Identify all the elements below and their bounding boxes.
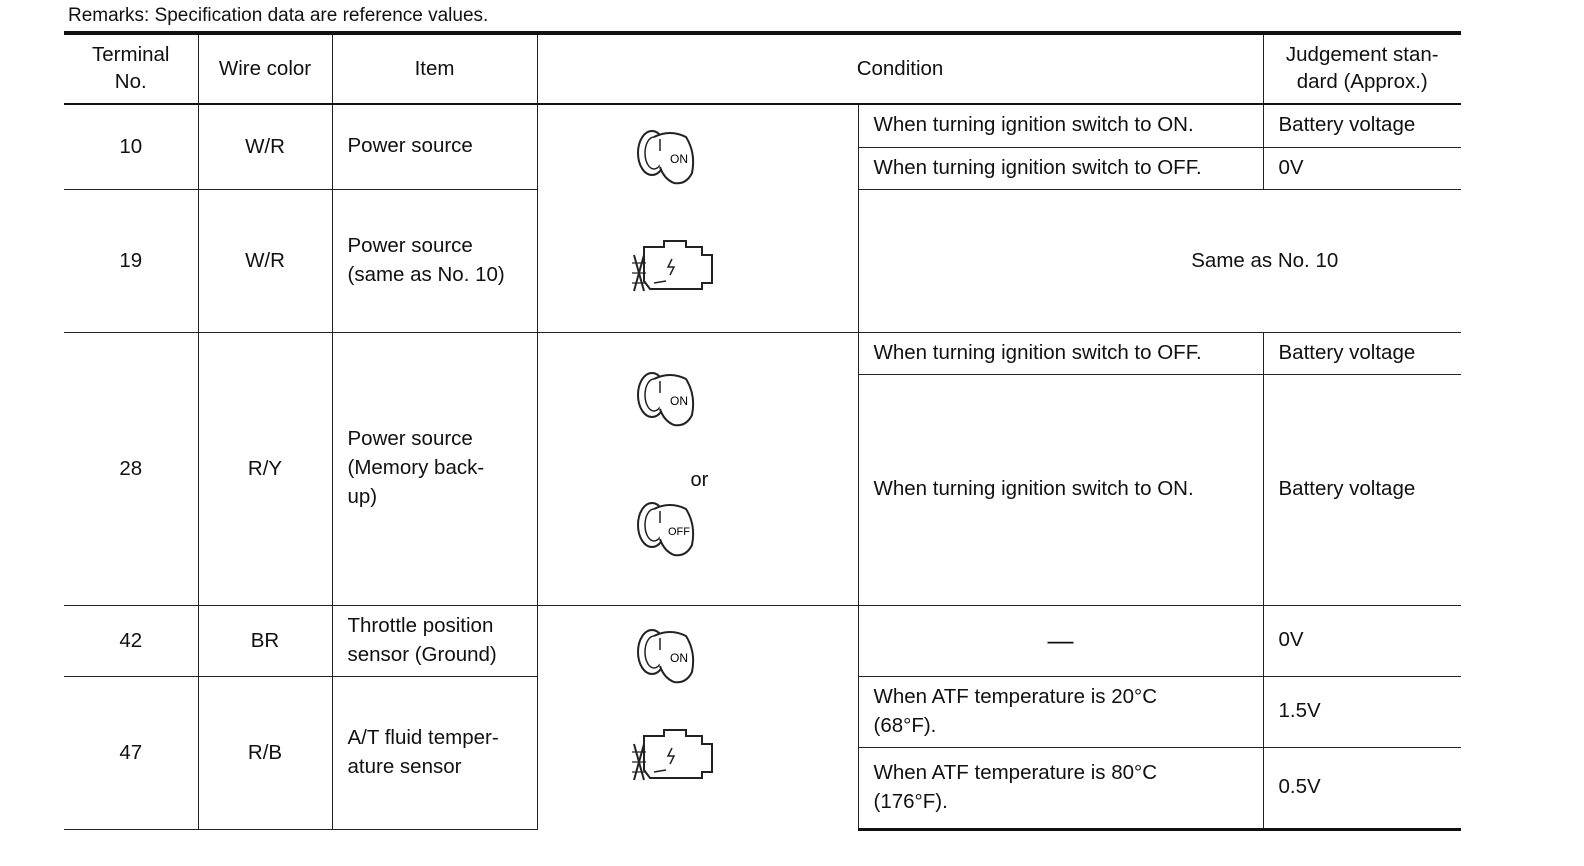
table-row <box>64 104 1461 147</box>
wire-color: W/R <box>198 189 332 332</box>
header-wire-color: Wire color <box>198 33 332 104</box>
svg-text:ON: ON <box>669 650 688 665</box>
wire-color: R/B <box>198 676 332 829</box>
svg-text:ON: ON <box>669 393 688 408</box>
table-row <box>64 605 1461 676</box>
condition-text: When turning ignition switch to OFF. <box>858 332 1263 374</box>
condition-text: When turning ignition switch to ON. <box>858 104 1263 147</box>
item-name: Throttle position sensor (Ground) <box>332 605 537 676</box>
header-condition: Condition <box>537 33 1263 104</box>
condition-text: When ATF temperature is 20°C (68°F). <box>858 676 1263 747</box>
ignition-key-on-icon <box>630 622 700 688</box>
item-name: Power source (Memory back- up) <box>332 332 537 605</box>
condition-text: When turning ignition switch to OFF. <box>858 147 1263 189</box>
judgement-value: 0V <box>1263 147 1461 189</box>
header-item: Item <box>332 33 537 104</box>
header-judgement: Judgement stan- dard (Approx.) <box>1263 33 1461 104</box>
condition-text: When ATF temperature is 80°C (176°F). <box>858 747 1263 829</box>
condition-icons <box>537 104 858 332</box>
judgement-value: 1.5V <box>1263 676 1461 747</box>
svg-text:ON: ON <box>669 152 688 166</box>
remarks-note: Remarks: Specification data are reference values. <box>68 5 489 26</box>
terminal-no: 42 <box>64 605 198 676</box>
condition-icons <box>537 605 858 829</box>
condition-icons <box>537 332 858 605</box>
item-name: A/T fluid temper- ature sensor <box>332 676 537 829</box>
terminal-no: 28 <box>64 332 198 605</box>
wire-color: R/Y <box>198 332 332 605</box>
wire-color: BR <box>198 605 332 676</box>
engine-off-icon <box>630 233 722 293</box>
judgement-value: Battery voltage <box>1263 104 1461 147</box>
condition-text: — <box>858 605 1263 676</box>
header-terminal-no: Terminal No. <box>64 33 198 104</box>
wire-color: W/R <box>198 104 332 189</box>
engine-off-icon <box>630 722 722 782</box>
judgement-value: Battery voltage <box>1263 332 1461 374</box>
same-as-note: Same as No. 10 <box>858 189 1461 332</box>
judgement-value: Battery voltage <box>1263 374 1461 605</box>
terminal-spec-table <box>64 31 1461 831</box>
table-row <box>64 332 1461 374</box>
or-label: or <box>690 468 709 491</box>
terminal-no: 10 <box>64 104 198 189</box>
terminal-no: 19 <box>64 189 198 332</box>
terminal-no: 47 <box>64 676 198 829</box>
judgement-value: 0V <box>1263 605 1461 676</box>
header-row <box>64 33 1461 104</box>
ignition-key-on-icon <box>630 365 700 431</box>
judgement-value: 0.5V <box>1263 747 1461 829</box>
ignition-key-off-icon <box>630 495 700 561</box>
item-name: Power source (same as No. 10) <box>332 189 537 332</box>
item-name: Power source <box>332 104 537 189</box>
ignition-key-on-icon <box>630 123 700 189</box>
condition-text: When turning ignition switch to ON. <box>858 374 1263 605</box>
svg-text:OFF: OFF <box>667 525 690 538</box>
